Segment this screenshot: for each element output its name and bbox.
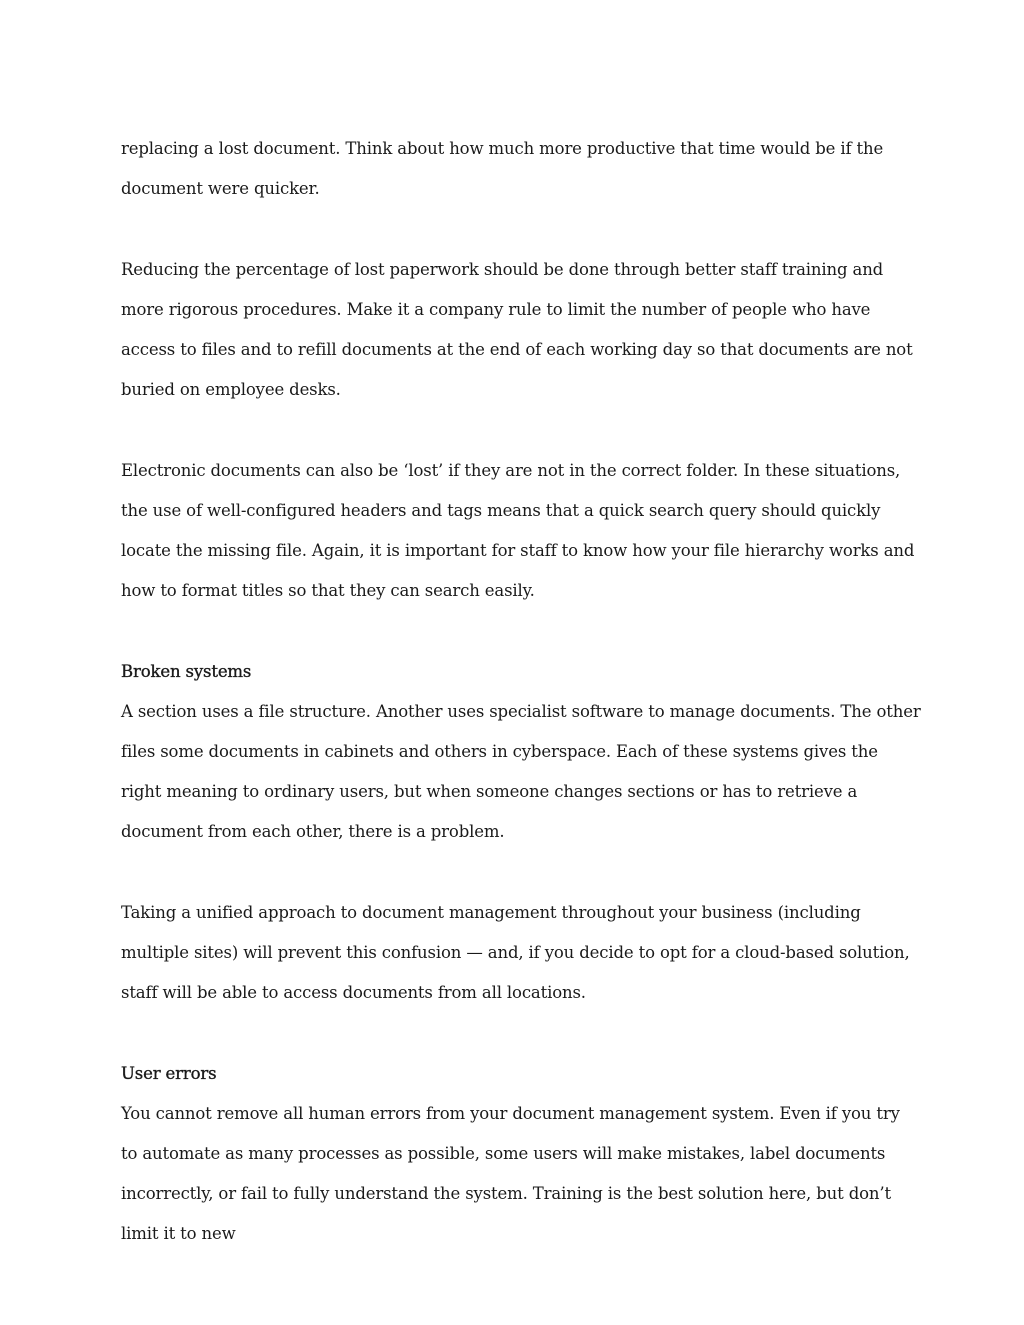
paragraph-electronic-documents: Electronic documents can also be ‘lost’ if they are not in the correct folder. In these situations, the use of well-configured headers and tags means that a quick search query should quickly locate the missing file. Again, it is important for staff to know how your file hierarchy works and how to format titles so that they can search easily. <box>121 460 915 601</box>
section-heading-broken-systems: Broken systems <box>121 661 252 681</box>
paragraph-unified-approach: Taking a unified approach to document management throughout your business (including multiple sites) will prevent this confusion — and, if you decide to opt for a cloud-based solution, staff will be able to access documents from all locations. <box>121 902 910 1003</box>
document-body <box>121 129 921 1255</box>
paragraph-lost-document-intro: replacing a lost document. Think about how much more productive that time would be if the document were quicker. <box>121 139 884 199</box>
section-heading-user-errors: User errors <box>121 1063 217 1083</box>
paragraph-reducing-lost-paperwork: Reducing the percentage of lost paperwork should be done through better staff training and more rigorous procedures. Make it a company rule to limit the number of people who have access to files and to refill documents at the end of each working day so that documents are not buried on employee desks. <box>121 259 913 400</box>
paragraph-file-structures: A section uses a file structure. Another uses specialist software to manage documents. The other files some documents in cabinets and others in cyberspace. Each of these systems gives the right meaning to ordinary users, but when someone changes sections or has to retrieve a document from each other, there is a problem. <box>121 701 921 842</box>
paragraph-human-errors: You cannot remove all human errors from your document management system. Even if you try to automate as many processes as possible, some users will make mistakes, label documents incorrectly, or fail to fully understand the system. Training is the best solution here, but don’t limit it to new <box>121 1103 900 1244</box>
